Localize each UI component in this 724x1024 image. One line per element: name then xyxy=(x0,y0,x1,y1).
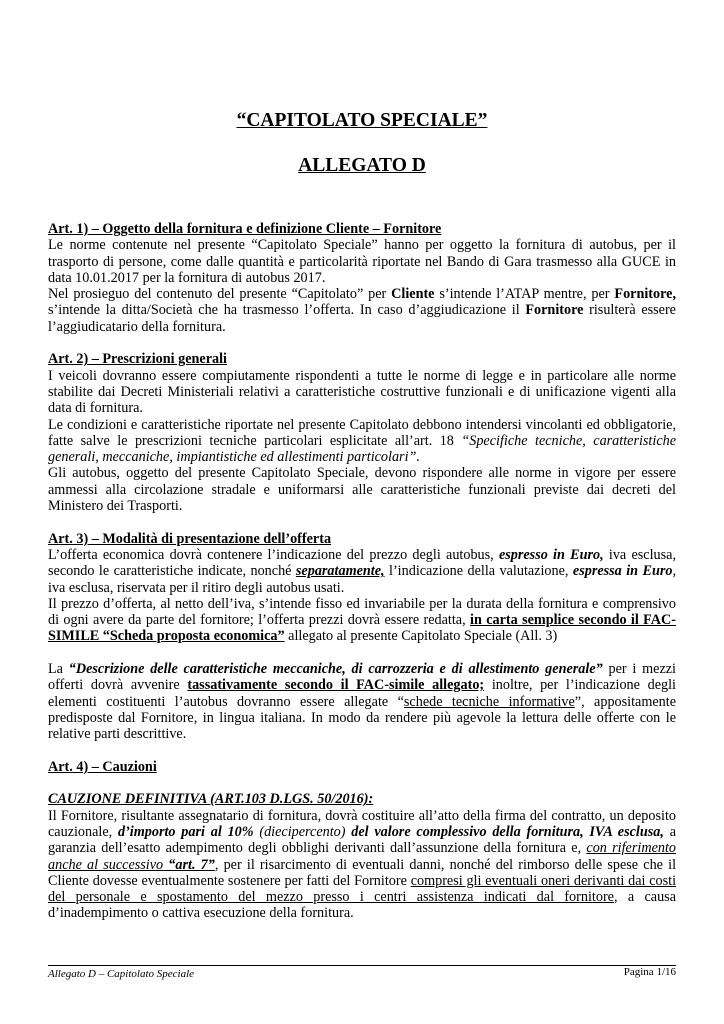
emphasis-separatamente: separatamente, xyxy=(295,563,385,580)
article-2-paragraph-1: I veicoli dovranno essere compiutamente rispondenti a tutte le norme di legge e in particolare alle norme stabilite dai Decreti Ministeriali relativi a caratteristiche costruttive funzionali e di unificazione vigenti alla data di fornitura. xyxy=(48,367,676,417)
article-2-paragraph-3: Gli autobus, oggetto del presente Capitolato Speciale, devono rispondere alle norme in vigore per essere ammessi alla circolazione stradale e uniformarsi alle caratteristiche funzionali previste dai decreti del Ministero dei Trasporti. xyxy=(48,465,676,515)
text-run: s’intende la ditta/Società che ha trasmesso l’offerta. In caso d’aggiudicazione il xyxy=(48,302,526,319)
bold-term-fornitore: Fornitore, xyxy=(614,286,676,303)
emphasis-riferimento: con riferimento anche al successivo xyxy=(48,840,676,873)
text-run: iva esclusa, secondo le caratteristiche indicate, nonché xyxy=(48,546,676,580)
emphasis-fac-simile: in carta semplice secondo il FAC-SIMILE “Scheda proposta economica” xyxy=(48,612,676,645)
article-1-heading: Art. 1) – Oggetto della fornitura e definizione Cliente – Fornitore xyxy=(48,221,442,237)
emphasis-tassativamente: tassativamente secondo il FAC-simile allegato; xyxy=(187,677,485,694)
article-3-paragraph-2 xyxy=(48,596,676,645)
article-3-paragraph-3 xyxy=(48,661,676,742)
text-run: L’offerta economica dovrà contenere l’indicazione del prezzo degli autobus, xyxy=(48,546,499,563)
footer-divider xyxy=(48,965,676,966)
article-4-paragraph-1 xyxy=(48,808,676,922)
text-run: ”, appositamente predisposte dal Fornitore, in lingua italiana. In modo da rendere più agevole la lettura delle offerte con le relative parti descrittive. xyxy=(48,693,677,743)
text-run: La xyxy=(48,661,69,678)
text-run: inoltre, per l’indicazione degli elementi costituenti l’autobus dovranno essere allegate “ xyxy=(48,677,676,710)
footer-document-name: Allegato D – Capitolato Speciale xyxy=(48,968,195,980)
text-run: risulterà essere l’aggiudicatario della fornitura. xyxy=(48,302,676,335)
emphasis-importo: d’importo pari al 10% xyxy=(117,823,254,840)
article-2 xyxy=(48,351,676,514)
text-run: Nel prosieguo del contenuto del presente “Capitolato” per xyxy=(48,286,392,303)
emphasis-art-7: “art. 7” xyxy=(163,856,215,873)
footer-page-number: Pagina 1/16 xyxy=(623,966,676,978)
emphasis-valore-complessivo: del valore complessivo della fornitura, IVA esclusa, xyxy=(351,823,664,840)
article-1-paragraph-2 xyxy=(48,286,676,335)
emphasis-espresso-in-euro: espresso in Euro, xyxy=(498,546,604,563)
document-subtitle: ALLEGATO D xyxy=(298,155,426,176)
article-1-paragraph-1: Le norme contenute nel presente “Capitolato Speciale” hanno per oggetto la fornitura di autobus, per il trasporto di persone, come dalle quantità e particolarità riportate nel Bando di Gara trasmesso alla GUCE in data 10.01.2017 per la fornitura di autobus 2017. xyxy=(48,237,676,286)
text-run: , iva esclusa, riservata per il ritiro degli autobus usati. xyxy=(48,563,676,596)
article-3-paragraph-1 xyxy=(48,547,676,596)
document-body xyxy=(48,221,676,922)
article-1 xyxy=(48,221,676,335)
text-run: s’intende l’ATAP mentre, per xyxy=(434,286,615,303)
bold-term-fornitore: Fornitore xyxy=(525,302,584,319)
emphasis-oneri: compresi gli eventuali oneri derivanti dai costi del personale e spostamento del mezzo presso i centri assistenza indicati dal fornitore xyxy=(48,872,677,906)
document-title: “CAPITOLATO SPECIALE” xyxy=(236,110,488,131)
emphasis-schede-tecniche: schede tecniche informative xyxy=(403,693,575,710)
article-4-heading: Art. 4) – Cauzioni xyxy=(48,758,157,775)
bold-term-cliente: Cliente xyxy=(391,286,435,303)
italic-diecipercento: (diecipercento) xyxy=(253,823,352,840)
article-3-heading: Art. 3) – Modalità di presentazione dell’offerta xyxy=(48,530,332,547)
text-run: allegato al presente Capitolato Speciale (All. 3) xyxy=(284,628,558,645)
text-run: Le condizioni e caratteristiche riportate nel presente Capitolato debbono intendersi vincolanti ed obbligatorie, fatte salve le prescrizioni tecniche particolari esplicitate all’art. 18 xyxy=(48,416,676,449)
article-3 xyxy=(48,531,676,743)
text-run: , per il risarcimento di eventuali danni, nonché del rimborso delle spese che il Cliente dovesse eventualmente sostenere per fatti del Fornitore xyxy=(48,856,677,889)
text-run: , a causa d’inadempimento o cattiva esecuzione della fornitura. xyxy=(48,889,676,922)
text-run: Il Fornitore, risultante assegnatario di fornitura, dovrà costituire all’atto della firma del contratto, un deposito cauzionale, xyxy=(48,807,676,840)
article-4 xyxy=(48,759,676,922)
emphasis-espressa-in-euro: espressa in Euro xyxy=(572,563,673,580)
italic-quote: “Specifiche tecniche, caratteristiche generali, meccaniche, impiantistiche ed allestimenti particolari”. xyxy=(48,432,677,466)
text-run: l’indicazione della valutazione, xyxy=(384,563,573,580)
emphasis-descrizione: “Descrizione delle caratteristiche meccaniche, di carrozzeria e di allestimento generale” xyxy=(68,661,603,678)
text-run: Il prezzo d’offerta, al netto dell’iva, s’intende fisso ed invariabile per la durata della fornitura e comprensivo di ogni avere da parte del fornitore; l’offerta prezzi dovrà essere redatta, xyxy=(48,595,676,629)
article-2-paragraph-2 xyxy=(48,417,676,466)
text-run: a garanzia dell’esatto adempimento degli obblighi derivanti dall’assunzione della fornitura e, xyxy=(48,823,676,857)
text-run: per i mezzi offerti dovrà avvenire xyxy=(48,661,676,694)
article-2-heading: Art. 2) – Prescrizioni generali xyxy=(48,351,227,368)
article-4-subheading: CAUZIONE DEFINITIVA (ART.103 D.LGS. 50/2016): xyxy=(48,791,374,808)
